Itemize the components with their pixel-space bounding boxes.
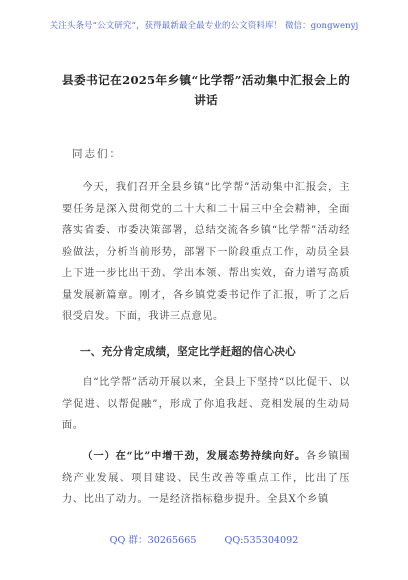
footer-contacts bbox=[0, 532, 408, 546]
section-heading-1: 一、充分肯定成绩，坚定比学赶超的信心决心 bbox=[80, 346, 296, 358]
intro-paragraph: 今天，我们召开全县乡镇“比学帮”活动集中汇报会，主要任务是深入贯彻党的二十大和二十届三中全会精神，全面落实省委、市委决策部署，总结交流各乡镇“比学帮”活动经验做法，分析当前形势，部署下一阶段重点工作，动员全县上下进一步比出干劲、学出本领、帮出实效，奋力谱写高质量发展新篇章。刚才，各乡镇党委书记作了汇报，听了之后很受启发。下面，我讲三点意见。 bbox=[62, 182, 350, 322]
body-paragraph: 自“比学帮”活动开展以来，全县上下坚持“以比促干、以学促进、以帮促融”，形成了你追我赶、竞相发展的生动局面。 bbox=[62, 377, 350, 431]
document-title: 县委书记在2025年乡镇“比学帮”活动集中汇报会上的讲话 bbox=[62, 73, 350, 107]
qq-contact-link[interactable]: QQ:535304092 bbox=[224, 535, 299, 546]
salutation: 同志们： bbox=[72, 148, 122, 160]
header-promo-banner: 关注头条号“公文研究”，获得最新最全最专业的公文资料库！ 微信：gongwenyj bbox=[49, 21, 359, 31]
subsection-text: 各乡镇围绕产业发展、项目建设、民生改善等重点工作，比出了压力、比出了动力。一是经济指标稳步提升。全县X个乡镇 bbox=[62, 451, 350, 505]
qq-group-link[interactable]: QQ 群：30265665 bbox=[109, 535, 197, 546]
subsection-paragraph bbox=[62, 446, 350, 511]
subsection-heading: （一）在“比”中增干劲，发展态势持续向好。 bbox=[82, 450, 307, 462]
